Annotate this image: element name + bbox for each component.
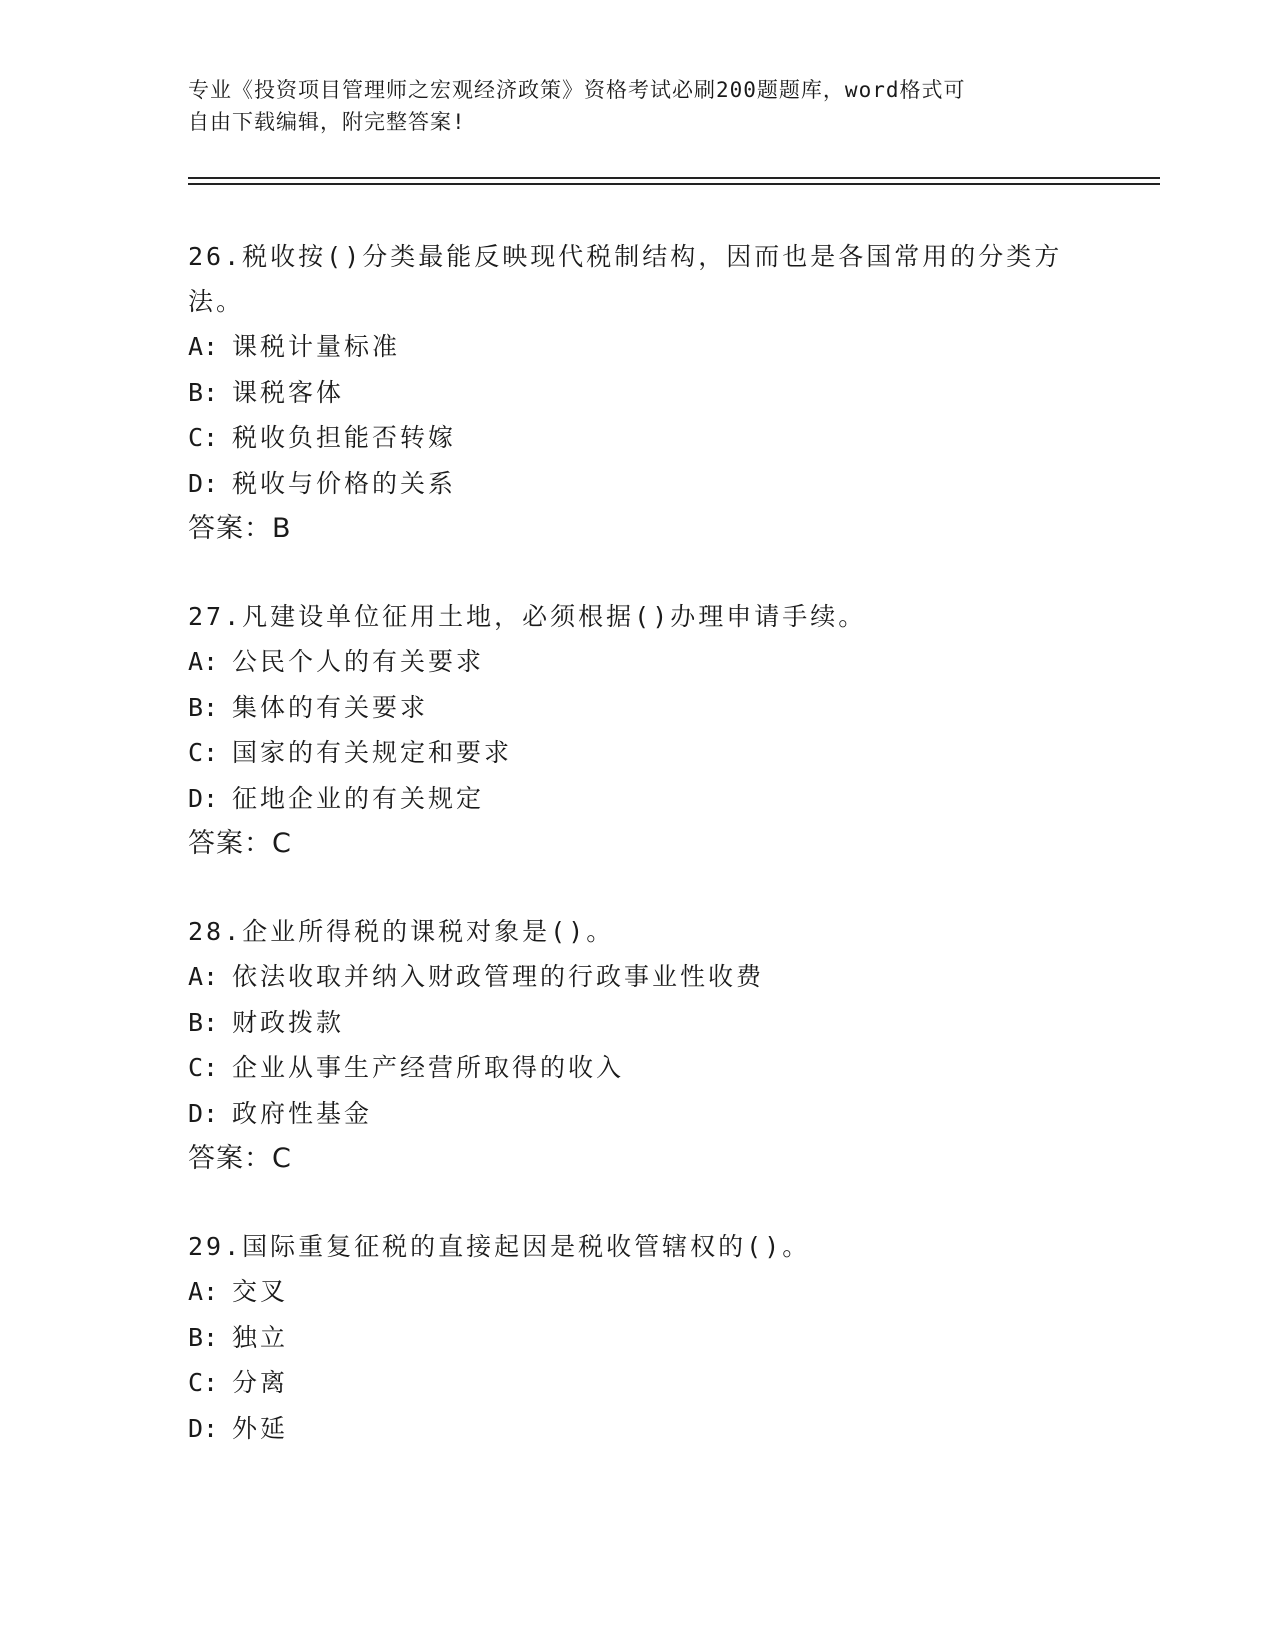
option-d xyxy=(188,776,1088,822)
option-letter: A: xyxy=(188,962,219,991)
option-letter: C: xyxy=(188,1368,219,1397)
option-c xyxy=(188,415,1088,461)
option-text: 征地企业的有关规定 xyxy=(232,783,485,813)
answer-label: 答案：C xyxy=(188,828,292,859)
option-text: 企业从事生产经营所取得的收入 xyxy=(232,1053,625,1082)
option-letter: D: xyxy=(188,783,219,813)
option-letter: C: xyxy=(188,1053,219,1082)
question-stem: 26.税收按()分类最能反映现代税制结构，因而也是各国常用的分类方法。 xyxy=(188,242,1063,316)
option-text: 财政拨款 xyxy=(232,1007,345,1037)
option-a xyxy=(188,1269,1088,1315)
question-26 xyxy=(188,234,1088,552)
question-stem: 28.企业所得税的课税对象是()。 xyxy=(188,917,615,946)
question-28 xyxy=(188,909,1088,1182)
option-letter: B: xyxy=(188,1007,219,1037)
option-letter: A: xyxy=(188,1277,219,1306)
option-letter: C: xyxy=(188,738,219,767)
option-text: 独立 xyxy=(232,1322,289,1352)
answer-label: 答案：C xyxy=(188,1143,292,1174)
option-letter: A: xyxy=(188,332,219,361)
option-text: 税收与价格的关系 xyxy=(232,468,457,498)
option-c xyxy=(188,1045,1088,1091)
header-divider-top xyxy=(188,177,1160,179)
option-d xyxy=(188,461,1088,507)
option-text: 政府性基金 xyxy=(232,1098,373,1128)
option-letter: B: xyxy=(188,377,219,407)
option-text: 公民个人的有关要求 xyxy=(232,647,485,676)
question-27 xyxy=(188,594,1088,867)
option-text: 国家的有关规定和要求 xyxy=(232,738,513,767)
option-letter: D: xyxy=(188,468,219,498)
option-text: 课税客体 xyxy=(232,377,345,407)
option-b xyxy=(188,370,1088,416)
option-b xyxy=(188,685,1088,731)
option-letter: B: xyxy=(188,1322,219,1352)
header-line-2: 自由下载编辑，附完整答案! xyxy=(188,110,466,134)
option-d xyxy=(188,1091,1088,1137)
option-letter: D: xyxy=(188,1098,219,1128)
option-c xyxy=(188,730,1088,776)
option-text: 依法收取并纳入财政管理的行政事业性收费 xyxy=(232,962,765,991)
question-stem: 29.国际重复征税的直接起因是税收管辖权的()。 xyxy=(188,1232,811,1261)
option-text: 税收负担能否转嫁 xyxy=(232,423,457,452)
option-a xyxy=(188,639,1088,685)
header-line-1: 专业《投资项目管理师之宏观经济政策》资格考试必刷200题题库，word格式可 xyxy=(188,78,966,102)
option-text: 交叉 xyxy=(232,1277,289,1306)
option-a xyxy=(188,324,1088,370)
option-b xyxy=(188,1000,1088,1046)
option-text: 课税计量标准 xyxy=(232,332,401,361)
option-letter: B: xyxy=(188,692,219,722)
option-letter: A: xyxy=(188,647,219,676)
option-b xyxy=(188,1315,1088,1361)
option-c xyxy=(188,1360,1088,1406)
option-text: 分离 xyxy=(232,1368,289,1397)
question-stem: 27.凡建设单位征用土地，必须根据()办理申请手续。 xyxy=(188,602,867,631)
question-list xyxy=(188,234,1088,1493)
option-d xyxy=(188,1406,1088,1452)
option-text: 外延 xyxy=(232,1413,289,1443)
option-text: 集体的有关要求 xyxy=(232,692,429,722)
option-letter: D: xyxy=(188,1413,219,1443)
document-header xyxy=(188,74,1068,138)
header-divider-bottom xyxy=(188,183,1160,185)
option-letter: C: xyxy=(188,423,219,452)
option-a xyxy=(188,954,1088,1000)
answer-label: 答案：B xyxy=(188,513,292,544)
question-29 xyxy=(188,1224,1088,1451)
